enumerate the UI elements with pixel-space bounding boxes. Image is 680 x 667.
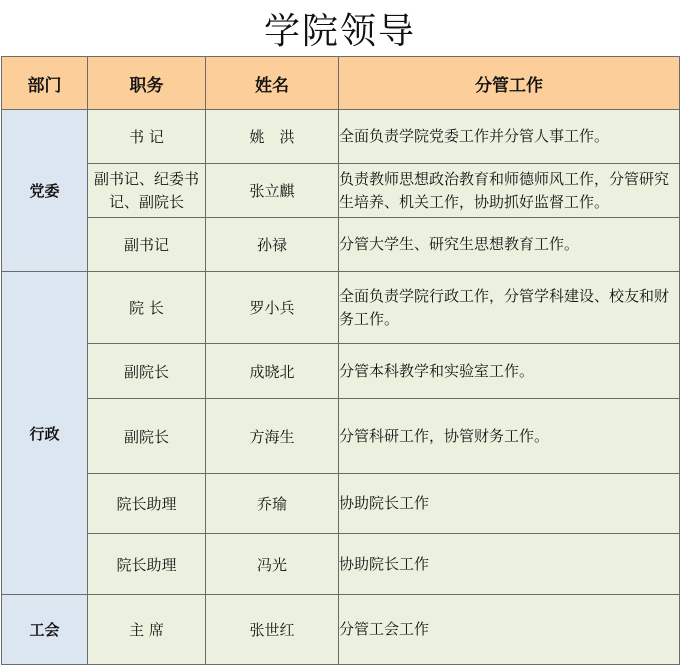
duties-cell: 全面负责学院行政工作，分管学科建设、校友和财务工作。 xyxy=(339,272,680,344)
position-cell: 院长助理 xyxy=(88,474,206,534)
position-cell: 副院长 xyxy=(88,344,206,399)
name-cell: 冯光 xyxy=(206,534,339,595)
duties-cell: 分管科研工作，协管财务工作。 xyxy=(339,399,680,474)
name-cell: 张世红 xyxy=(206,595,339,665)
table-header-row xyxy=(2,57,680,110)
position-cell: 书 记 xyxy=(88,110,206,164)
duties-cell: 分管本科教学和实验室工作。 xyxy=(339,344,680,399)
position-cell: 副书记、纪委书记、副院长 xyxy=(88,164,206,218)
name-cell: 张立麒 xyxy=(206,164,339,218)
dept-cell-admin: 行政 xyxy=(2,272,88,595)
duties-cell: 协助院长工作 xyxy=(339,474,680,534)
header-duties: 分管工作 xyxy=(339,57,680,110)
table-row xyxy=(2,399,680,474)
name-cell: 方海生 xyxy=(206,399,339,474)
duties-cell: 分管大学生、研究生思想教育工作。 xyxy=(339,218,680,272)
duties-cell: 协助院长工作 xyxy=(339,534,680,595)
header-dept: 部门 xyxy=(2,57,88,110)
duties-cell: 全面负责学院党委工作并分管人事工作。 xyxy=(339,110,680,164)
dept-cell-party: 党委 xyxy=(2,110,88,272)
position-cell: 副书记 xyxy=(88,218,206,272)
name-cell: 乔瑜 xyxy=(206,474,339,534)
table-row xyxy=(2,272,680,344)
header-position: 职务 xyxy=(88,57,206,110)
table-row xyxy=(2,164,680,218)
name-cell: 孙禄 xyxy=(206,218,339,272)
name-cell: 姚 洪 xyxy=(206,110,339,164)
table-row xyxy=(2,110,680,164)
position-cell: 院长助理 xyxy=(88,534,206,595)
position-cell: 主 席 xyxy=(88,595,206,665)
table-row xyxy=(2,595,680,665)
dept-cell-union: 工会 xyxy=(2,595,88,665)
position-cell: 院 长 xyxy=(88,272,206,344)
table-row xyxy=(2,344,680,399)
duties-cell: 分管工会工作 xyxy=(339,595,680,665)
leaders-table xyxy=(1,56,680,665)
position-cell: 副院长 xyxy=(88,399,206,474)
table-row xyxy=(2,534,680,595)
table-row xyxy=(2,218,680,272)
duties-cell: 负责教师思想政治教育和师德师风工作，分管研究生培养、机关工作，协助抓好监督工作。 xyxy=(339,164,680,218)
page-title: 学院领导 xyxy=(263,10,416,52)
name-cell: 成晓北 xyxy=(206,344,339,399)
table-row xyxy=(2,474,680,534)
name-cell: 罗小兵 xyxy=(206,272,339,344)
header-name: 姓名 xyxy=(206,57,339,110)
